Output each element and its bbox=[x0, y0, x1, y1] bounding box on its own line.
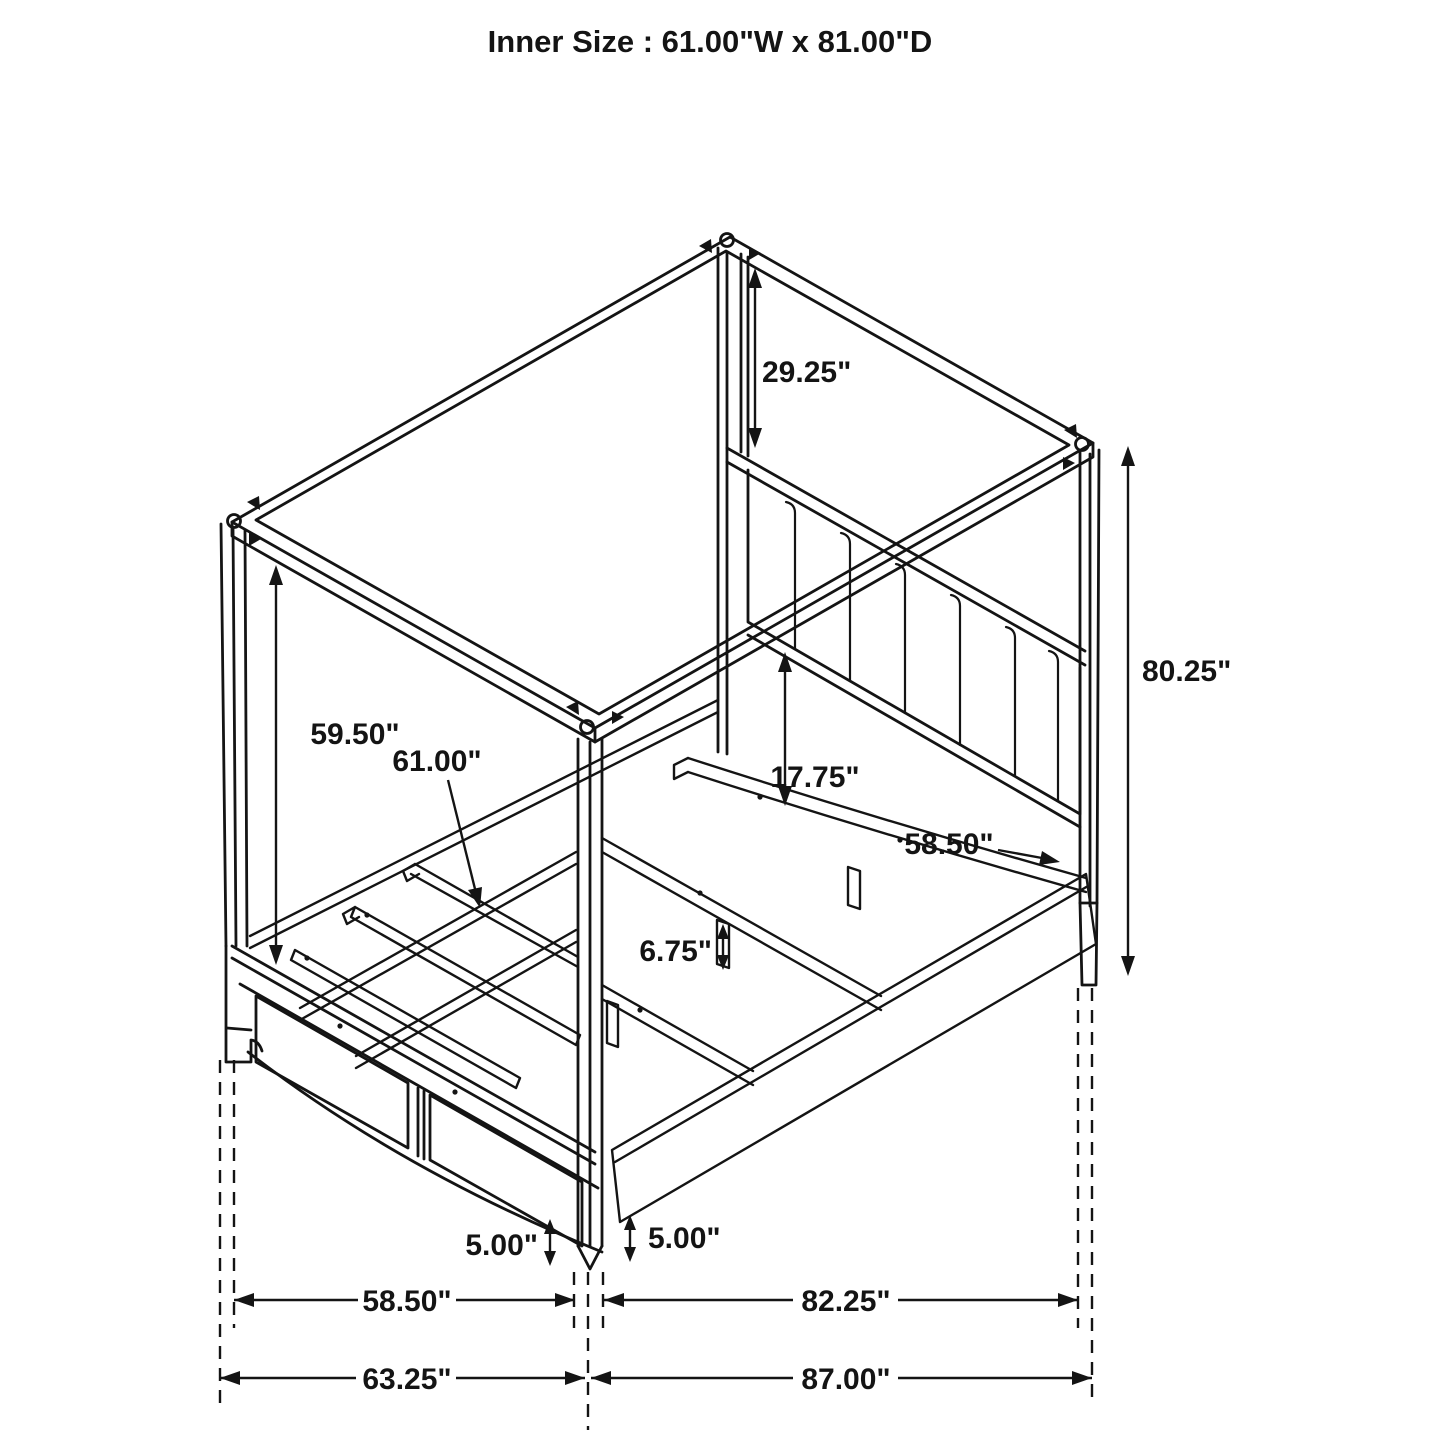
label-overall-depth: 87.00" bbox=[801, 1363, 891, 1396]
canopy-outer-edge bbox=[232, 237, 1093, 728]
label-headboard-panel-gap: 17.75" bbox=[770, 761, 860, 794]
drawer-front-1 bbox=[256, 996, 408, 1148]
canopy-corner-brackets bbox=[247, 239, 1077, 724]
label-canopy-clearance: 59.50" bbox=[310, 718, 400, 751]
drawer-divider bbox=[418, 1088, 424, 1159]
footboard-top-rail bbox=[232, 946, 598, 1188]
low-cross-rail bbox=[602, 985, 753, 1085]
bed-drawing bbox=[221, 234, 1099, 1270]
footboard bbox=[226, 946, 602, 1252]
left-post bbox=[221, 524, 247, 946]
diagram-title: Inner Size : 61.00"W x 81.00"D bbox=[487, 24, 933, 59]
head-rail-leg bbox=[848, 867, 860, 909]
back-post bbox=[718, 248, 748, 754]
label-side-rail-length: 82.25" bbox=[801, 1285, 891, 1318]
mid-cross-rail bbox=[602, 838, 881, 1010]
label-foot-clearance-right: 5.00" bbox=[648, 1222, 721, 1255]
dimension-lines bbox=[220, 272, 1128, 1378]
canopy-thickness-edge bbox=[232, 443, 1093, 742]
label-post-above-headboard: 29.25" bbox=[762, 356, 852, 389]
canopy-frame bbox=[228, 234, 1094, 743]
label-overall-width: 63.25" bbox=[362, 1363, 452, 1396]
slat-1 bbox=[291, 950, 520, 1088]
label-support-leg-height: 6.75" bbox=[639, 935, 712, 968]
canopy-inner-edge bbox=[256, 251, 1069, 714]
drawer-front-2 bbox=[430, 1095, 582, 1246]
slat-3 bbox=[403, 864, 578, 967]
right-side-rail bbox=[612, 874, 1096, 1222]
label-foot-clearance-left: 5.00" bbox=[465, 1229, 538, 1262]
label-overall-height: 80.25" bbox=[1142, 655, 1232, 688]
dimension-arrowheads bbox=[220, 268, 1135, 1385]
headboard-channel-seams bbox=[786, 502, 1058, 801]
extension-lines bbox=[220, 988, 1092, 1430]
label-head-rail-length: 58.50" bbox=[904, 828, 994, 861]
label-slat-length: 61.00" bbox=[392, 745, 482, 778]
label-footboard-width: 58.50" bbox=[362, 1285, 452, 1318]
head-cross-rail bbox=[674, 758, 1086, 892]
headboard-lower-rail bbox=[748, 635, 1080, 827]
